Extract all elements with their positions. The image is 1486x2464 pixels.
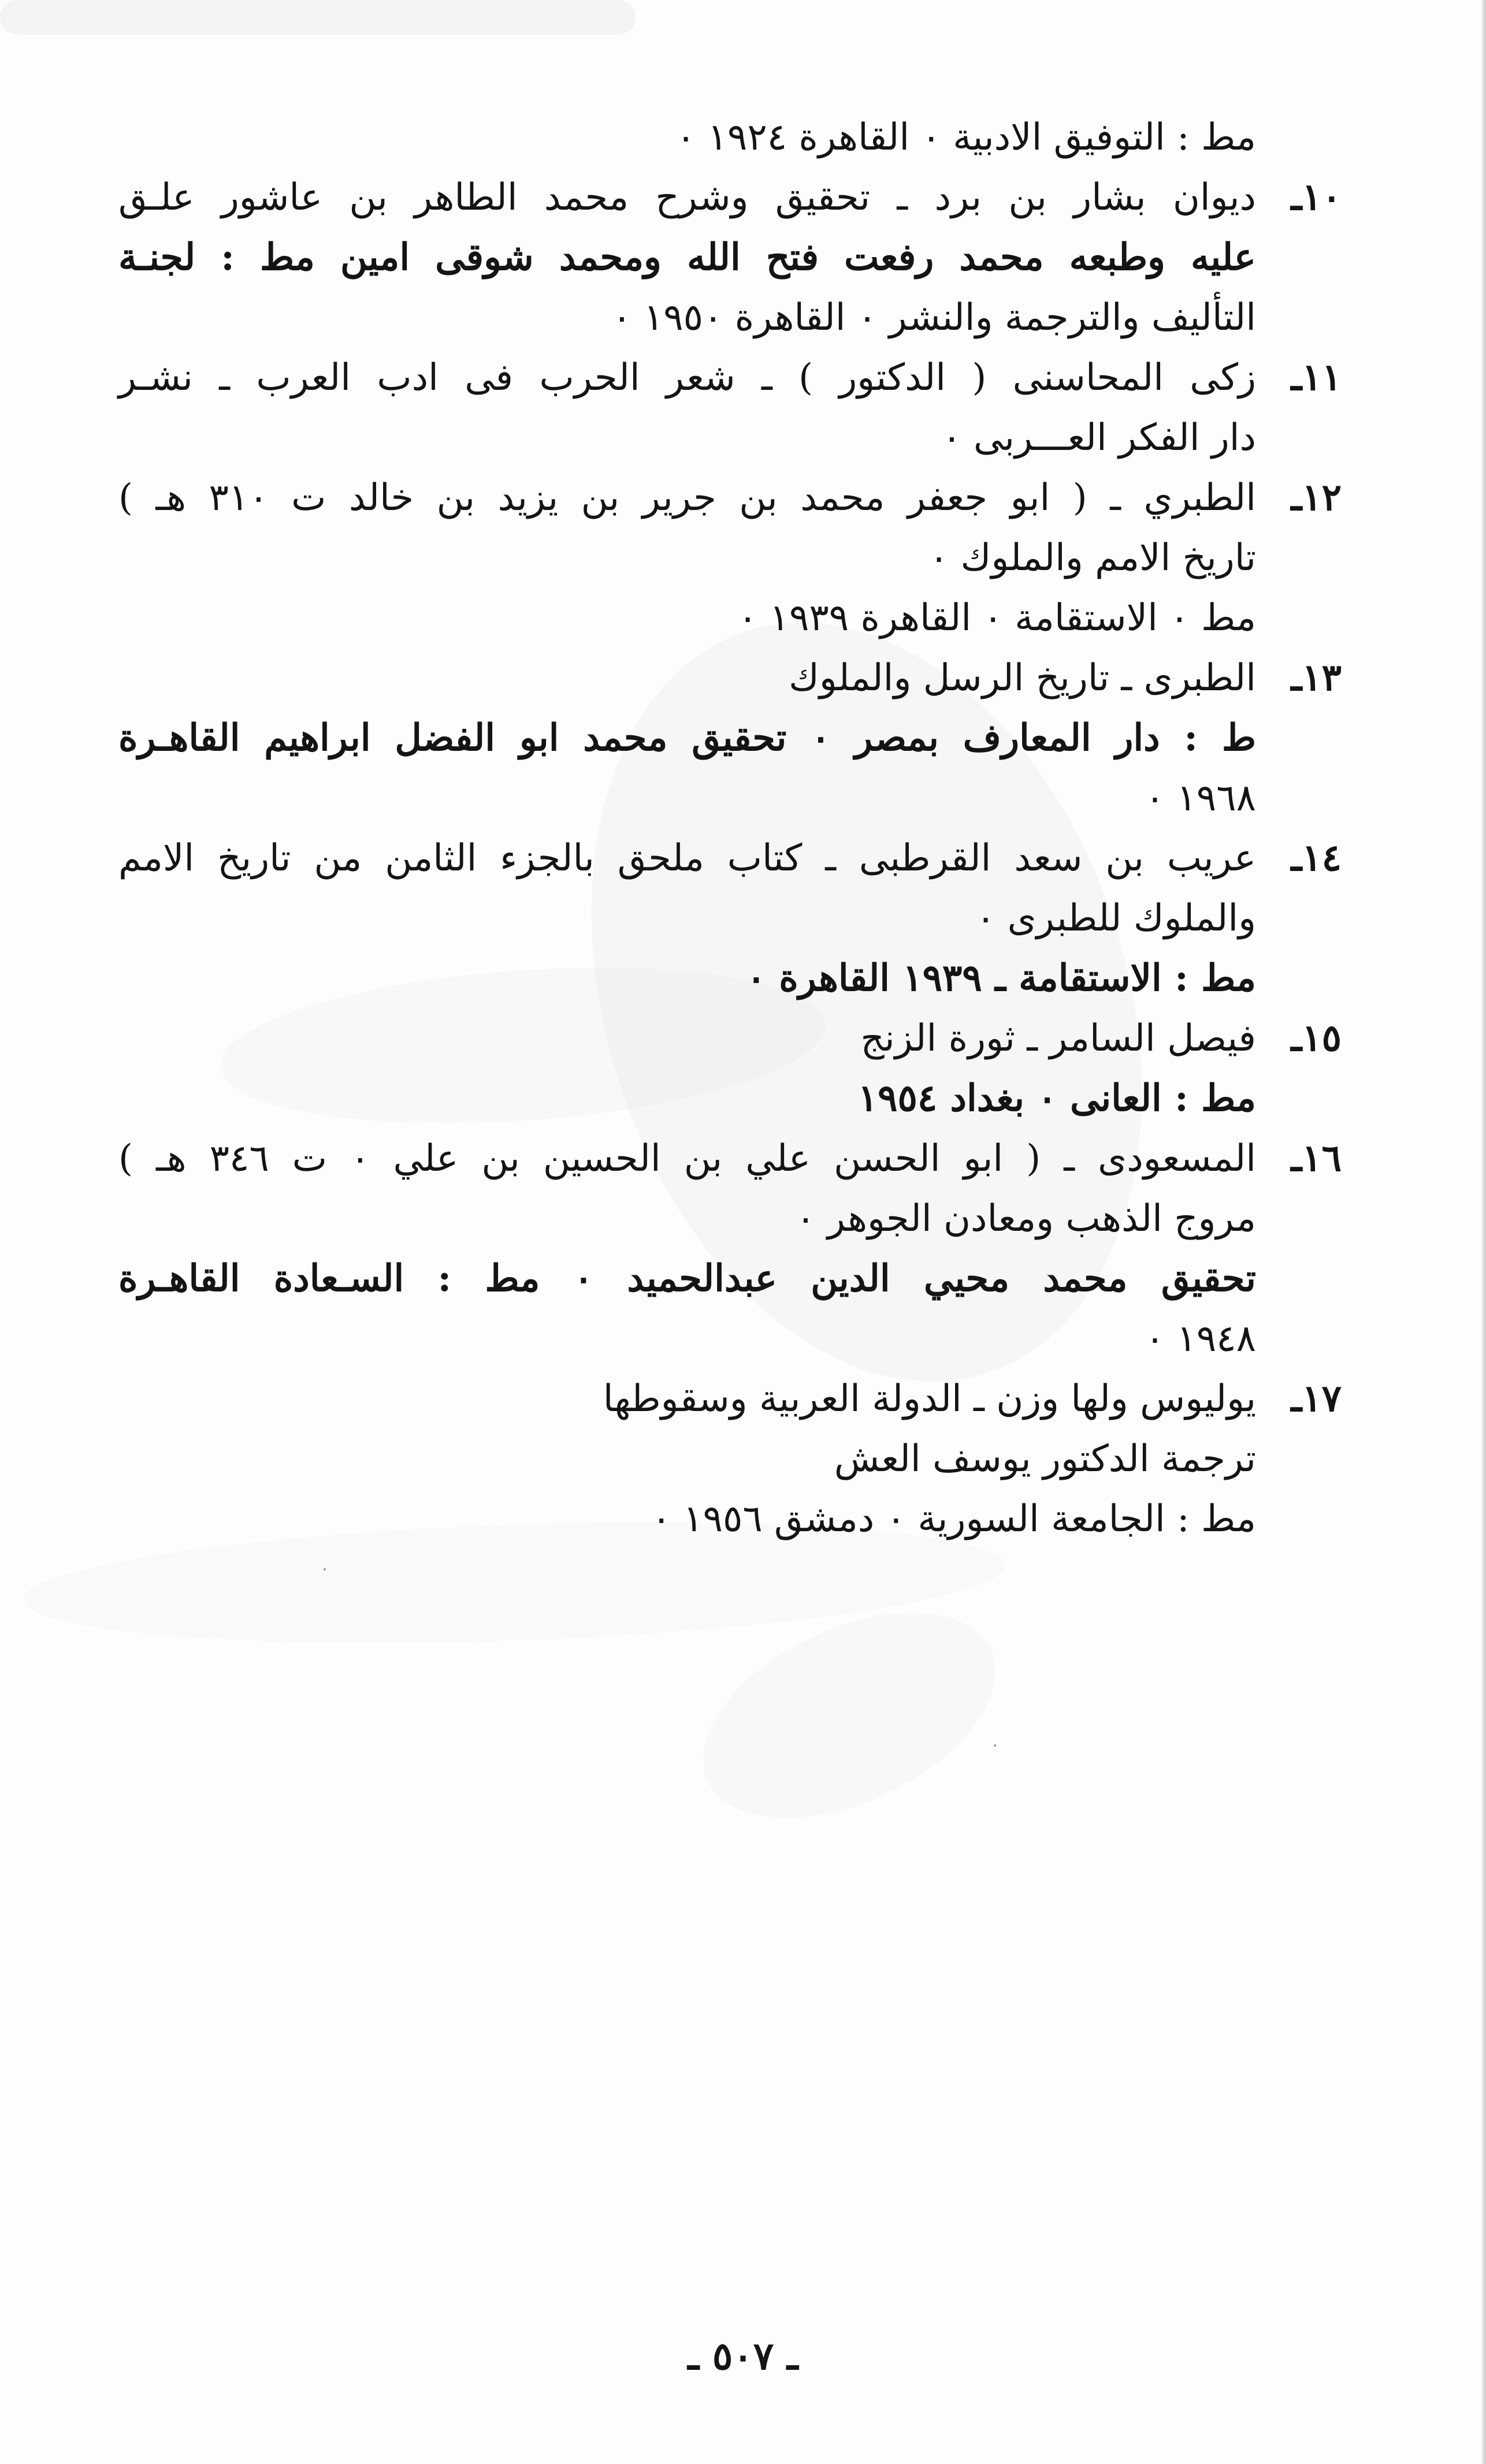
bibliography-entry [118, 468, 1342, 648]
scan-speck [324, 1568, 326, 1570]
bibliography-entry [118, 107, 1330, 168]
entry-number: ١٦ـ [1291, 1137, 1342, 1180]
entry-number: ١٢ـ [1291, 476, 1342, 519]
entry-line: والملوك للطبرى ٠ [975, 897, 1256, 940]
entry-line: مروج الذهب ومعادن الجوهر ٠ [796, 1197, 1256, 1240]
entry-number: ١١ـ [1291, 356, 1342, 399]
entry-number: ١٥ـ [1291, 1017, 1342, 1060]
entry-number: ١٧ـ [1291, 1377, 1342, 1420]
entry-line: الطبرى ـ تاريخ الرسل والملوك [789, 657, 1256, 699]
bibliography-entry [118, 168, 1342, 348]
entry-line: تاريخ الامم والملوك ٠ [928, 537, 1256, 579]
entry-line: مط : العانى ٠ بغداد ١٩٥٤ [857, 1077, 1256, 1120]
page-number: ـ ٥٠٧ ـ [688, 2333, 798, 2379]
entry-line: فيصل السامر ـ ثورة الزنج [860, 1017, 1256, 1060]
page-edge-shadow [1481, 0, 1486, 2464]
entry-line: عليه وطبعه محمد رفعت فتح الله ومحمد شوقى امين مط : لجنـة [118, 236, 1256, 279]
entry-line: المسعودى ـ ( ابو الحسن علي بن الحسين بن علي ٠ ت ٣٤٦ هـ ) [118, 1137, 1256, 1180]
entry-line: ديوان بشار بن برد ـ تحقيق وشرح محمد الطاهر بن عاشور علـق [118, 176, 1256, 219]
entry-number: ١٣ـ [1291, 656, 1342, 699]
entry-line: التأليف والترجمة والنشر ٠ القاهرة ١٩٥٠ ٠ [612, 296, 1256, 339]
entry-line: ترجمة الدكتور يوسف العش [834, 1438, 1256, 1480]
bibliography-entry [118, 1008, 1342, 1129]
entry-number: ١٠ـ [1291, 176, 1342, 219]
entry-line: زكى المحاسنى ( الدكتور ) ـ شعر الحرب فى ادب العرب ـ نشـر [118, 356, 1256, 399]
bibliography-entry [118, 1129, 1342, 1369]
entry-line: عريب بن سعد القرطبى ـ كتاب ملحق بالجزء الثامن من تاريخ الامم [118, 837, 1256, 880]
scan-smudge [0, 0, 636, 35]
bibliography-entry [118, 828, 1342, 1008]
entry-line: مط : الجامعة السورية ٠ دمشق ١٩٥٦ ٠ [651, 1498, 1256, 1540]
entry-line: ١٩٦٨ ٠ [1145, 777, 1256, 820]
entry-line: ١٩٤٨ ٠ [1145, 1317, 1256, 1360]
bibliography-entry [118, 348, 1342, 468]
entry-line: مط : الاستقامة ـ ١٩٣٩ القاهرة ٠ [746, 956, 1256, 1000]
bibliography-entry [118, 1369, 1342, 1549]
bibliography-entry [118, 648, 1342, 828]
entry-line: مط ٠ الاستقامة ٠ القاهرة ١٩٣٩ ٠ [737, 597, 1256, 639]
entry-line: دار الفكر العـــربى ٠ [942, 416, 1256, 459]
entry-line: ط : دار المعارف بمصر ٠ تحقيق محمد ابو الفضل ابراهيم القاهـرة [118, 716, 1256, 760]
entry-line: مط : التوفيق الادبية ٠ القاهرة ١٩٢٤ ٠ [675, 116, 1256, 159]
entry-line: الطبري ـ ( ابو جعفر محمد بن جرير بن يزيد بن خالد ت ٣١٠ هـ ) [118, 477, 1257, 519]
bibliography-list [118, 107, 1342, 1549]
scan-speck [994, 1744, 996, 1747]
entry-line: تحقيق محمد محيي الدين عبدالحميد ٠ مط : السـعادة القاهـرة [118, 1257, 1257, 1300]
entry-number: ١٤ـ [1291, 836, 1342, 880]
entry-line: يوليوس ولها وزن ـ الدولة العربية وسقوطها [603, 1378, 1256, 1420]
